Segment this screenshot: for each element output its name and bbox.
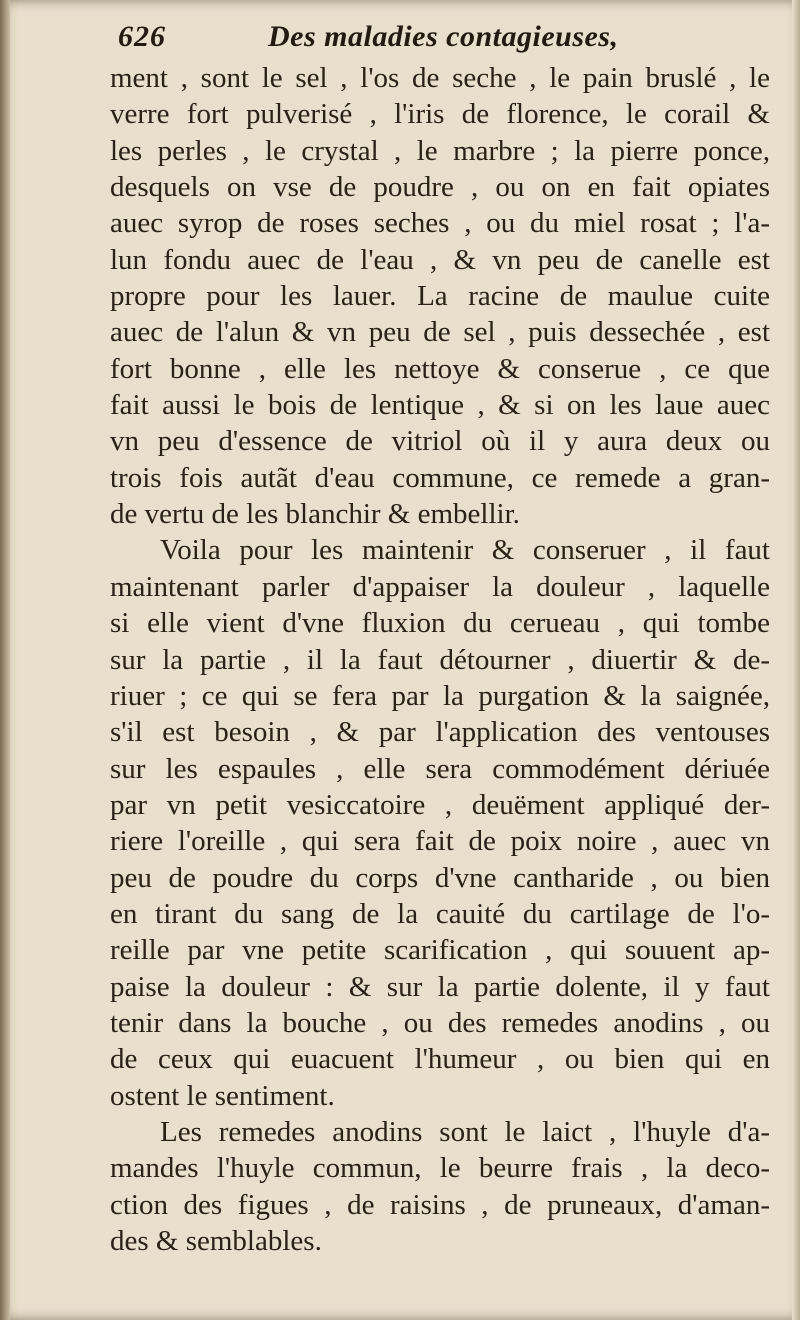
text-line: sur la partie , il la faut détourner , diuertir & de- <box>110 643 770 676</box>
text-line: sur les espaules , elle sera commodément dériuée <box>110 752 770 785</box>
text-line: en tirant du sang de la cauité du cartilage de l'o- <box>110 897 770 930</box>
text-line: par vn petit vesiccatoire , deuëment appliqué der- <box>110 788 770 821</box>
text-line: de ceux qui euacuent l'humeur , ou bien qui en <box>110 1043 770 1076</box>
paragraph-start-line: Les remedes anodins sont le laict , l'huyle d'a- <box>160 1115 770 1148</box>
running-title: Des maladies contagieuses, <box>268 20 619 53</box>
page-edge <box>792 0 800 1320</box>
paragraph-start-line: Voila pour les maintenir & conseruer , il faut <box>160 534 770 567</box>
text-line: mandes l'huyle commun, le beurre frais , la deco- <box>110 1152 770 1185</box>
text-line: maintenant parler d'appaiser la douleur , laquelle <box>110 570 770 603</box>
paragraph-end-line: ostent le sentiment. <box>110 1079 335 1112</box>
text-line: riuer ; ce qui se fera par la purgation & la saignée, <box>110 679 770 712</box>
paragraph-end-line: des & semblables. <box>110 1225 322 1257</box>
binding-gutter <box>0 0 10 1320</box>
text-line: propre pour les lauer. La racine de maulue cuite <box>110 280 770 313</box>
text-line: fait aussi le bois de lentique , & si on les laue auec <box>110 389 770 422</box>
text-line: auec syrop de roses seches , ou du miel rosat ; l'a- <box>110 207 770 240</box>
text-line: s'il est besoin , & par l'application des ventouses <box>110 716 770 749</box>
text-line: ment , sont le sel , l'os de seche , le pain bruslé , le <box>110 62 770 94</box>
text-line: ction des figues , de raisins , de pruneaux, d'aman- <box>110 1188 770 1221</box>
text-line: auec de l'alun & vn peu de sel , puis dessechée , est <box>110 316 770 349</box>
text-line: si elle vient d'vne fluxion du cerueau , qui tombe <box>110 607 770 640</box>
text-line: vn peu d'essence de vitriol où il y aura deux ou <box>110 425 770 458</box>
page-header <box>118 20 678 64</box>
paragraph-end-line: de vertu de les blanchir & embellir. <box>110 498 520 531</box>
text-line: peu de poudre du corps d'vne cantharide , ou bien <box>110 861 770 894</box>
text-line: fort bonne , elle les nettoye & conserue , ce que <box>110 352 770 385</box>
text-line: lun fondu auec de l'eau , & vn peu de canelle est <box>110 243 770 276</box>
text-line: paise la douleur : & sur la partie dolente, il y faut <box>110 970 770 1003</box>
text-line: reille par vne petite scarification , qui souuent ap- <box>110 934 770 967</box>
text-line: riere l'oreille , qui sera fait de poix noire , auec vn <box>110 825 770 858</box>
page-number: 626 <box>118 20 166 53</box>
body-text <box>110 60 770 1290</box>
text-line: tenir dans la bouche , ou des remedes anodins , ou <box>110 1006 770 1039</box>
text-line: les perles , le crystal , le marbre ; la pierre ponce, <box>110 134 770 167</box>
text-line: trois fois autãt d'eau commune, ce remede a gran- <box>110 461 770 494</box>
text-line: desquels on vse de poudre , ou on en fait opiates <box>110 171 770 204</box>
text-line: verre fort pulverisé , l'iris de florence, le corail & <box>110 98 770 131</box>
